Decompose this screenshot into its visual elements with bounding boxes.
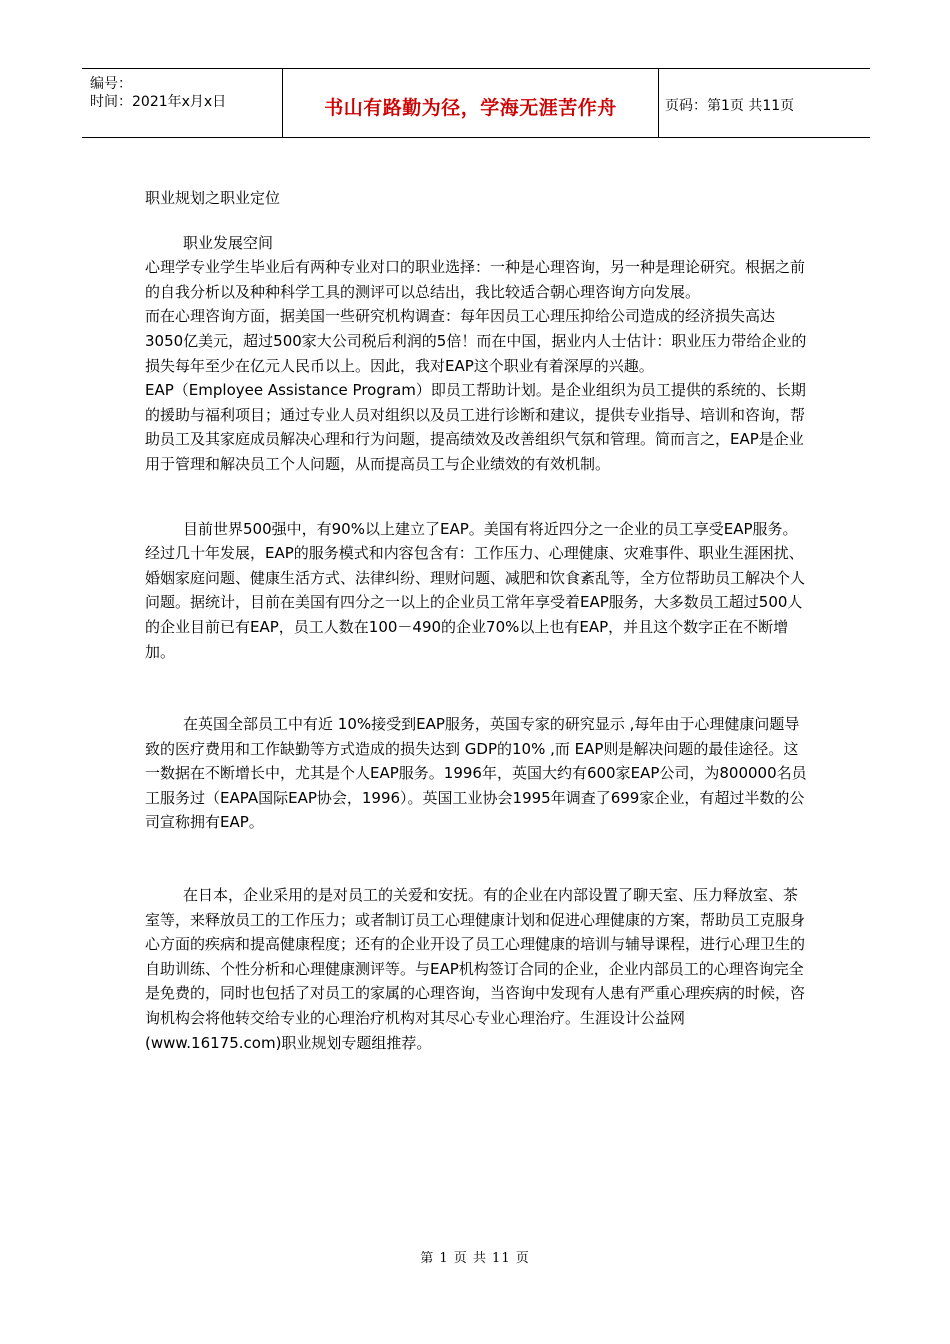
header-page-label: 页码：第1页 共11页 [665, 98, 795, 114]
paragraph-career-choice: 心理学专业学生毕业后有两种专业对口的职业选择：一种是心理咨询，另一种是理论研究。根据之前的自我分析以及种种科学工具的测评可以总结出，我比较适合朝心理咨询方向发展。 [145, 258, 806, 301]
paragraph-eap-japan: 在日本，企业采用的是对员工的关爱和安抚。有的企业在内部设置了聊天室、压力释放室、茶室等，来释放员工的工作压力；或者制订员工心理健康计划和促进心理健康的方案，帮助员工克服身心方面的疾病和提高健康程度；还有的企业开设了员工心理健康的培训与辅导课程，进行心理卫生的自助训练、个性分析和心理健康测评等。与EAP机构签订合同的企业，企业内部员工的心理咨询完全是免费的，同时也包括了对员工的家属的心理咨询，当咨询中发现有人患有严重心理疾病的时候，咨询机构会将他转交给专业的心理治疗机构对其尽心专业心理治疗。生涯设计公益网(www.16175.com)职业规划专题组推荐。 [145, 886, 806, 1052]
header-motto-cell [283, 69, 659, 137]
header-table [82, 68, 870, 138]
paragraph-us-research: 而在心理咨询方面，据美国一些研究机构调查：每年因员工心理压抑给公司造成的经济损失高达3050亿美元，超过500家大公司税后利润的5倍！而在中国，据业内人士估计：职业压力带给企业的损失每年至少在亿元人民币以上。因此，我对EAP这个职业有着深厚的兴趣。 [145, 307, 807, 375]
page-footer: 第 1 页 共 11 页 [420, 1251, 530, 1266]
document-date-label: 时间：2021年x月x日 [90, 94, 227, 110]
document-number-label: 编号： [90, 76, 132, 92]
header-motto: 书山有路勤为径，学海无涯苦作舟 [324, 97, 617, 119]
document-title: 职业规划之职业定位 [145, 189, 281, 207]
header-info-cell [82, 69, 283, 137]
paragraph-eap-uk: 在英国全部员工中有近 10%接受到EAP服务，英国专家的研究显示 ,每年由于心理健康问题导致的医疗费用和工作缺勤等方式造成的损失达到 GDP的10% ,而 EAP则是解决问题的最佳途径。这一数据在不断增长中，尤其是个人EAP服务。1996年，英国大约有600家EAP公司，为800000名员工服务过（EAPA国际EAP协会，1996）。英国工业协会1995年调查了699家企业，有超过半数的公司宣称拥有EAP。 [145, 715, 807, 832]
paragraph-eap-definition: EAP（Employee Assistance Program）即员工帮助计划。是企业组织为员工提供的系统的、长期的援助与福利项目；通过专业人员对组织以及员工进行诊断和建议，提供专业指导、培训和咨询，帮助员工及其家庭成员解决心理和行为问题，提高绩效及改善组织气氛和管理。简而言之，EAP是企业用于管理和解决员工个人问题，从而提高员工与企业绩效的有效机制。 [145, 381, 806, 473]
paragraph-eap-usa: 目前世界500强中，有90%以上建立了EAP。美国有将近四分之一企业的员工享受EAP服务。经过几十年发展，EAP的服务模式和内容包含有：工作压力、心理健康、灾难事件、职业生涯困扰、婚姻家庭问题、健康生活方式、法律纠纷、理财问题、减肥和饮食紊乱等，全方位帮助员工解决个人问题。据统计，目前在美国有四分之一以上的企业员工常年享受着EAP服务，大多数员工超过500人的企业目前已有EAP，员工人数在100－490的企业70%以上也有EAP，并且这个数字正在不断增加。 [145, 519, 806, 661]
header-page-cell [659, 69, 870, 137]
document-body [145, 186, 810, 1055]
section-heading: 职业发展空间 [183, 233, 274, 252]
